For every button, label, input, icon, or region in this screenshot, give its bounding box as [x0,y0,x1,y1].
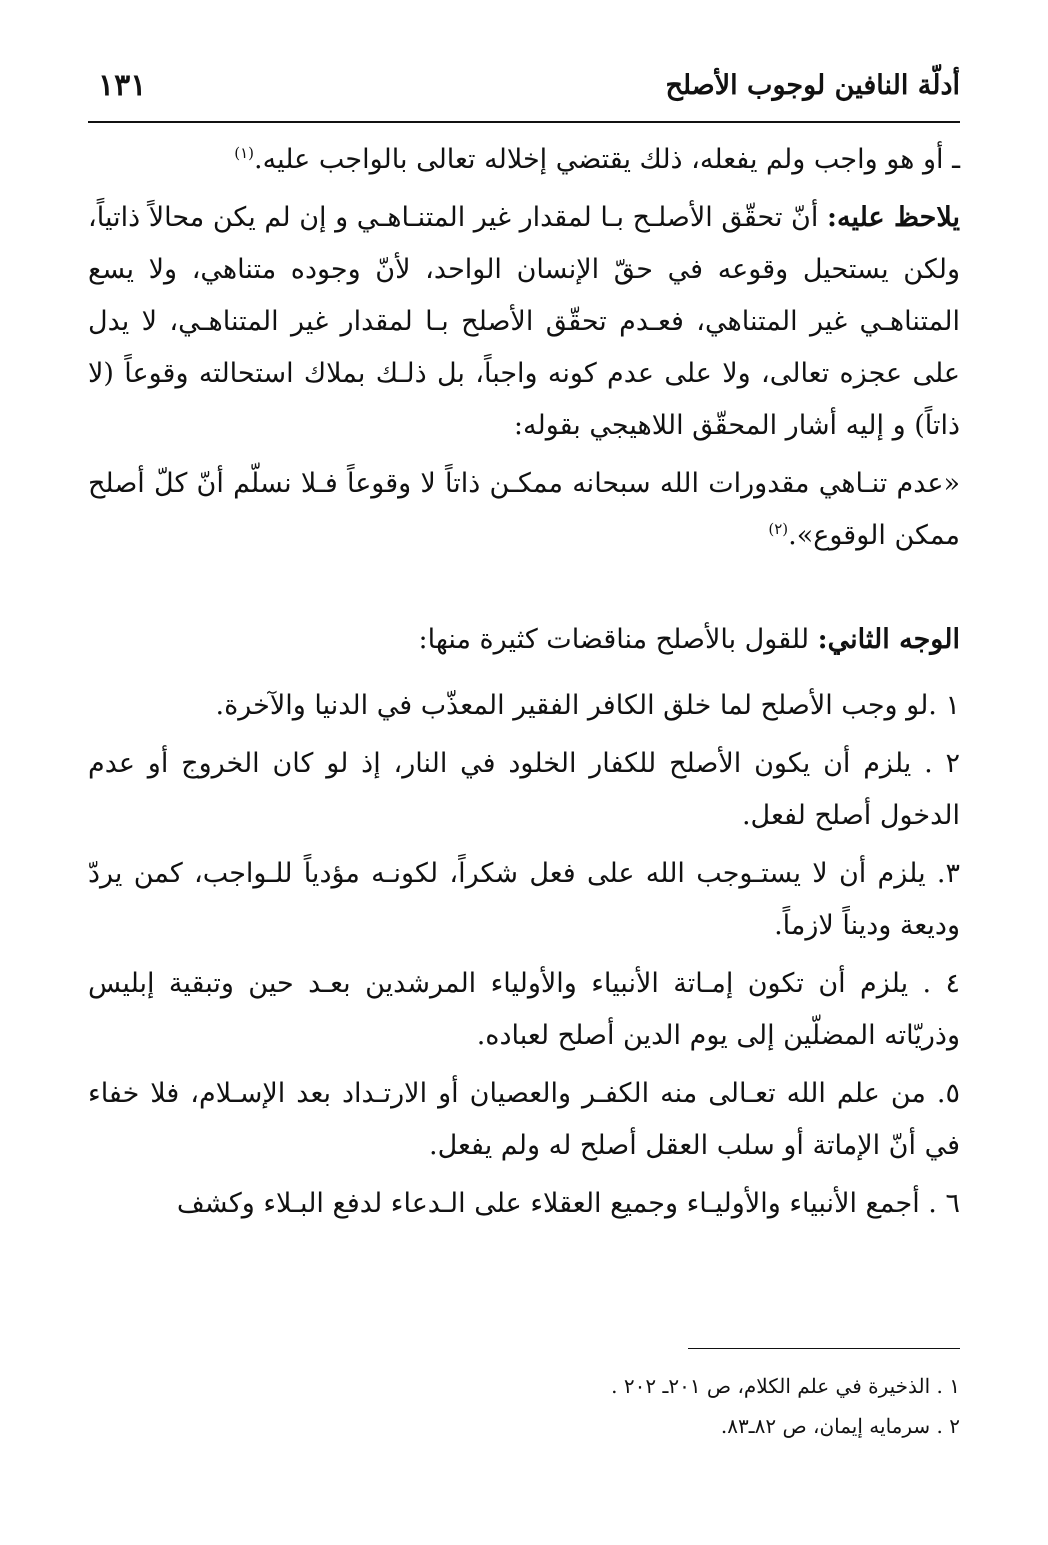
footnote-2: ٢ . سرمايه إيمان، ص ٨٢ـ٨٣. [720,1414,960,1438]
running-title: أدلّة النافين لوجوب الأصلح [665,70,960,101]
quotation-text: «عدم تنـاهي مقدورات الله سبحانه ممكـن ذاتاً لا وقوعاً فـلا نسلّم أنّ كلّ أصلح ممكن الوقوع». [88,468,960,551]
book-page [88,0,960,1545]
paragraph-observation [88,192,960,452]
footnote-rule [688,1348,960,1349]
list-item-2: ٢ . يلزم أن يكون الأصلح للكفار الخلود في النار، إذ لو كان الخروج أو عدم الدخول أصلح لفعل. [88,748,960,831]
header-rule [88,121,960,123]
list-item-5: ٥. من علم الله تعـالى منه الكفـر والعصيان أو الارتـداد بعد الإسـلام، فلا خفاء في أنّ الإماتة أو سلب العقل أصلح له ولم يفعل. [88,1078,960,1161]
main-text [88,134,960,1230]
quotation [88,458,960,562]
paragraph-continuation [88,134,960,186]
footnote-ref-2: (٢) [768,520,789,538]
section-heading-paragraph [88,614,960,666]
paragraph-text: ـ أو هو واجب ولم يفعله، ذلك يقتضي إخلاله تعالى بالواجب عليه. [254,144,960,175]
footnote-ref-1: (١) [234,144,255,162]
second-aspect-text: للقول بالأصلح مناقضات كثيرة منها: [418,624,818,655]
running-header [88,64,960,108]
footnotes [88,1366,960,1446]
list-item-1: ١ .لو وجب الأصلح لما خلق الكافر الفقير المعذّب في الدنيا والآخرة. [215,690,960,721]
footnote-1: ١ . الذخيرة في علم الكلام، ص ٢٠١ـ ٢٠٢ . [611,1374,960,1398]
observation-text: أنّ تحقّق الأصلـح بـا لمقدار غير المتنـاهـي و إن لم يكن محالاً ذاتياً، ولكن يستحيل وقوعه في حقّ الإنسان الواحد، لأنّ وجوده متناهي، ولا يسع المتناهـي غير المتناهي، فعـدم تحقّق الأصلح بـا لمقدار غير المتناهـي، لا يدل على عجزه تعالى، ولا على عدم كونه واجباً، بل ذلـك بملاك استحالته وقوعاً (لا ذاتاً) و إليه أشار المحقّق اللاهيجي بقوله: [88,202,960,441]
second-aspect-label: الوجه الثاني: [817,624,960,655]
list-item-4: ٤ . يلزم أن تكون إمـاتة الأنبياء والأولياء المرشدين بعـد حين وتبقية إبليس وذريّاته المضلّين إلى يوم الدين أصلح لعباده. [88,968,960,1051]
page-number: ١٣١ [98,68,147,103]
observation-label: يلاحظ عليه: [827,202,961,233]
list-item-3: ٣. يلزم أن لا يستـوجب الله على فعل شكراً، لكونـه مؤدياً للـواجب، كمن يردّ وديعة وديناً لازماً. [88,858,960,941]
list-item-6: ٦ . أجمع الأنبياء والأوليـاء وجميع العقلاء على الـدعاء لدفع البـلاء وكشف [176,1188,960,1219]
